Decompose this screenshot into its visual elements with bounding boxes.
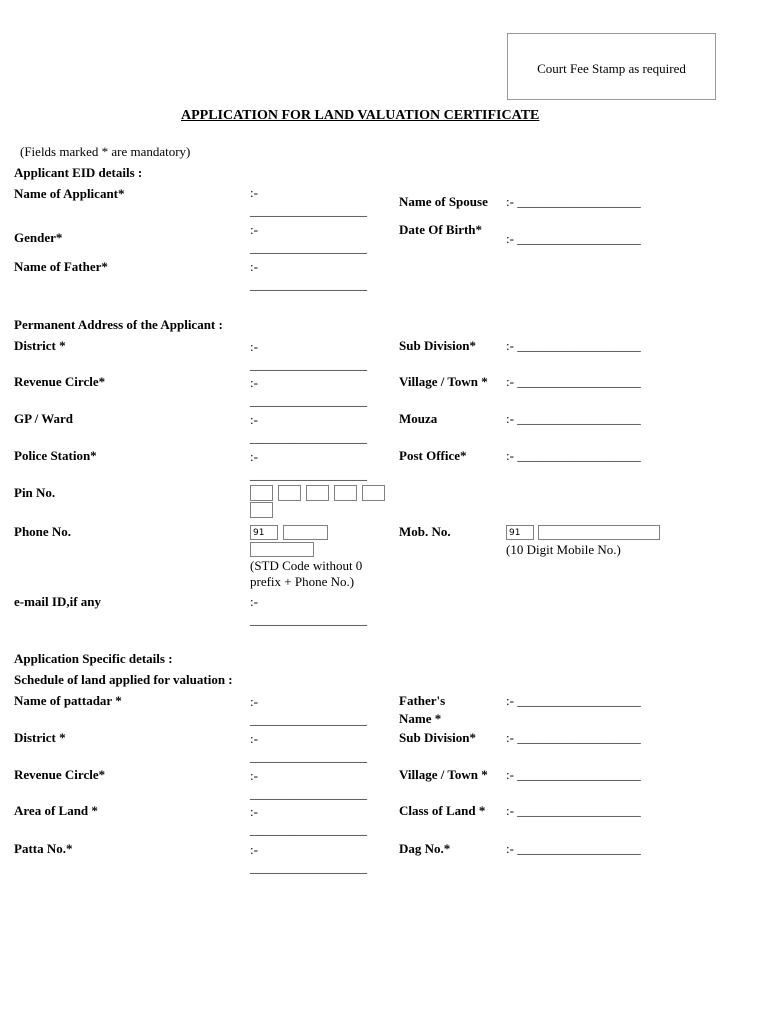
field-district[interactable]: :- __________________	[250, 339, 367, 372]
label-class-land: Class of Land *	[399, 803, 486, 818]
mandatory-note: (Fields marked * are mandatory)	[20, 144, 191, 159]
field-revenue-circle-2[interactable]: :- __________________	[250, 768, 367, 801]
field-mouza[interactable]: :- ___________________	[506, 411, 641, 426]
field-village-town[interactable]: :- ___________________	[506, 374, 641, 389]
field-district-2[interactable]: :- __________________	[250, 731, 367, 764]
field-patta-no[interactable]: :- __________________	[250, 842, 367, 875]
field-village-town-2[interactable]: :- ___________________	[506, 767, 641, 782]
field-sub-division[interactable]: :- ___________________	[506, 338, 641, 353]
pin-digit-2[interactable]	[278, 485, 301, 501]
label-email: e-mail ID,if any	[14, 594, 102, 609]
pin-digit-6[interactable]	[250, 502, 273, 518]
pin-digit-5[interactable]	[362, 485, 385, 501]
field-name-father[interactable]: :- __________________	[250, 259, 367, 292]
section-schedule: Schedule of land applied for valuation :	[14, 672, 233, 687]
field-revenue-circle[interactable]: :- __________________	[250, 375, 367, 408]
label-dag-no: Dag No.*	[399, 841, 451, 856]
section-eid: Applicant EID details :	[14, 165, 143, 180]
mob-number-input[interactable]	[538, 525, 660, 540]
label-phone: Phone No.	[14, 524, 72, 539]
field-name-spouse[interactable]: :- ___________________	[506, 194, 641, 209]
label-mob: Mob. No.	[399, 524, 451, 539]
label-district-2: District *	[14, 730, 66, 745]
stamp-label: Court Fee Stamp as required	[537, 61, 686, 76]
field-class-land[interactable]: :- ___________________	[506, 803, 641, 818]
phone-note-line1: (STD Code without 0	[250, 558, 363, 573]
label-name-pattadar: Name of pattadar *	[14, 693, 122, 708]
field-gender[interactable]: :- __________________	[250, 222, 367, 255]
field-name-pattadar[interactable]: :- __________________	[250, 694, 367, 727]
label-pin: Pin No.	[14, 485, 56, 500]
label-gender: Gender*	[14, 230, 63, 245]
section-address: Permanent Address of the Applicant :	[14, 317, 223, 332]
phone-number-input[interactable]	[250, 542, 314, 557]
field-post-office[interactable]: :- ___________________	[506, 448, 641, 463]
mob-note: (10 Digit Mobile No.)	[506, 542, 621, 557]
field-dag-no[interactable]: :- ___________________	[506, 841, 641, 856]
field-sub-division-2[interactable]: :- ___________________	[506, 730, 641, 745]
field-area-land[interactable]: :- __________________	[250, 804, 367, 837]
label-post-office: Post Office*	[399, 448, 467, 463]
field-name-applicant[interactable]: :- __________________	[250, 185, 367, 218]
pin-digit-4[interactable]	[334, 485, 357, 501]
mob-country-code[interactable]: 91	[506, 525, 534, 540]
label-sub-division-2: Sub Division*	[399, 730, 476, 745]
label-area-land: Area of Land *	[14, 803, 98, 818]
label-name-spouse: Name of Spouse	[399, 194, 488, 209]
label-patta-no: Patta No.*	[14, 841, 73, 856]
court-fee-stamp-box	[507, 33, 716, 100]
label-name-father: Name of Father*	[14, 259, 108, 274]
section-specific: Application Specific details :	[14, 651, 173, 666]
label-fathers-name: Father's Name *	[399, 693, 446, 726]
field-police-station[interactable]: :- __________________	[250, 449, 367, 482]
label-police-station: Police Station*	[14, 448, 97, 463]
label-sub-division: Sub Division*	[399, 338, 476, 353]
field-fathers-name[interactable]: :- ___________________	[506, 693, 641, 708]
label-gp-ward: GP / Ward	[14, 411, 73, 426]
pin-digit-1[interactable]	[250, 485, 273, 501]
label-district: District *	[14, 338, 66, 353]
page-title: APPLICATION FOR LAND VALUATION CERTIFICATE	[181, 108, 540, 123]
label-name-applicant: Name of Applicant*	[14, 186, 125, 201]
label-revenue-circle: Revenue Circle*	[14, 374, 106, 389]
label-mouza: Mouza	[399, 411, 438, 426]
field-email[interactable]: :- __________________	[250, 594, 367, 627]
label-village-town: Village / Town *	[399, 374, 488, 389]
label-village-town-2: Village / Town *	[399, 767, 488, 782]
label-revenue-circle-2: Revenue Circle*	[14, 767, 106, 782]
pin-digit-3[interactable]	[306, 485, 329, 501]
phone-country-code[interactable]: 91	[250, 525, 278, 540]
field-dob[interactable]: :- ___________________	[506, 231, 641, 246]
phone-std-input[interactable]	[283, 525, 328, 540]
phone-note-line2: prefix + Phone No.)	[250, 574, 355, 589]
field-gp-ward[interactable]: :- __________________	[250, 412, 367, 445]
label-dob: Date Of Birth*	[399, 222, 483, 237]
